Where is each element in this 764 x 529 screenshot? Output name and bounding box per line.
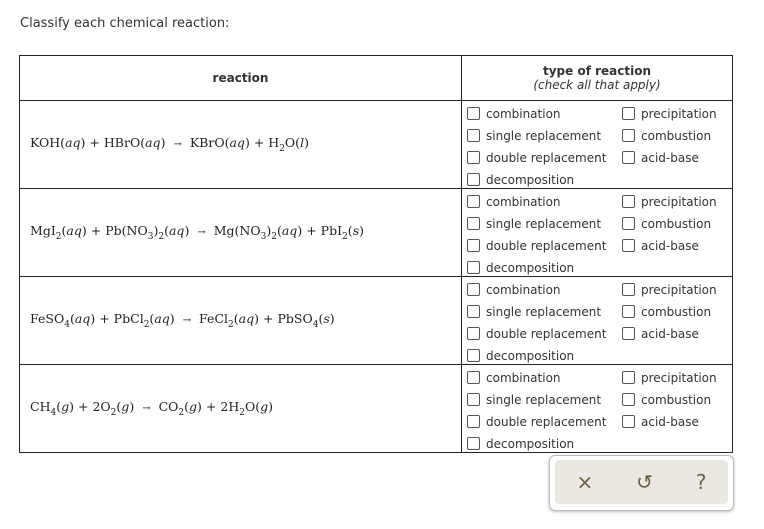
option-label: single replacement <box>486 128 602 143</box>
option-label: combination <box>486 282 561 297</box>
prompt-text: Classify each chemical reaction: <box>20 16 230 31</box>
option-label: double replacement <box>486 150 607 165</box>
option-label: double replacement <box>486 238 607 253</box>
option-acid-base[interactable] <box>622 326 732 342</box>
checkbox[interactable] <box>467 107 480 120</box>
checkbox[interactable] <box>467 261 480 274</box>
option-label: combustion <box>641 216 712 231</box>
option-label: combustion <box>641 304 712 319</box>
option-label: combination <box>486 370 561 385</box>
option-combination[interactable] <box>467 282 622 298</box>
reaction-row <box>20 277 733 365</box>
reaction-type-cell <box>462 365 733 453</box>
option-label: double replacement <box>486 414 607 429</box>
reaction-row <box>20 365 733 453</box>
reaction-equation: $CH_4(g) + 2O_2(g) \to CO_2(g) + 2H_2O(g)$ <box>20 365 462 453</box>
checkbox[interactable] <box>467 349 480 362</box>
option-decomposition[interactable] <box>467 172 622 188</box>
checkbox[interactable] <box>467 195 480 208</box>
reaction-row <box>20 189 733 277</box>
checkbox[interactable] <box>467 437 480 450</box>
option-label: combustion <box>641 392 712 407</box>
option-precipitation[interactable] <box>622 370 732 386</box>
clear-button[interactable]: × <box>576 470 594 494</box>
option-label: precipitation <box>641 106 717 121</box>
option-combustion[interactable] <box>622 392 732 408</box>
reaction-equation: FeSO$_4$(aq) + PbCl$_2$(aq) → FeCl$_2$(aq) + PbSO$_4$(s) <box>20 277 462 365</box>
option-single-replacement[interactable] <box>467 304 622 320</box>
option-double-replacement[interactable] <box>467 414 622 430</box>
option-combination[interactable] <box>467 370 622 386</box>
reaction-equation: KOH(aq) + HBrO(aq) → KBrO(aq) + $H_2O(l)$ <box>20 101 462 189</box>
option-label: acid-base <box>641 238 699 253</box>
reaction-table <box>19 55 733 453</box>
option-label: single replacement <box>486 304 602 319</box>
option-precipitation[interactable] <box>622 282 732 298</box>
type-header-hint: (check all that apply) <box>533 78 661 92</box>
option-acid-base[interactable] <box>622 150 732 166</box>
checkbox[interactable] <box>467 239 480 252</box>
checkbox[interactable] <box>467 415 480 428</box>
option-combination[interactable] <box>467 106 622 122</box>
option-label: decomposition <box>486 436 575 451</box>
option-label: double replacement <box>486 326 607 341</box>
checkbox[interactable] <box>467 305 480 318</box>
reaction-row <box>20 101 733 189</box>
option-decomposition[interactable] <box>467 260 622 276</box>
checkbox[interactable] <box>622 327 635 340</box>
checkbox[interactable] <box>467 173 480 186</box>
option-label: decomposition <box>486 260 575 275</box>
reaction-type-cell <box>462 101 733 189</box>
reaction-equation: $MgI_2(aq) + Pb(NO_3)_2(aq) \to Mg(NO_3)_2(aq) + PbI_2(s)$ <box>20 189 462 277</box>
checkbox[interactable] <box>622 107 635 120</box>
option-label: combustion <box>641 128 712 143</box>
checkbox[interactable] <box>467 151 480 164</box>
checkbox[interactable] <box>622 239 635 252</box>
reaction-type-cell <box>462 277 733 365</box>
checkbox[interactable] <box>467 393 480 406</box>
option-label: combination <box>486 106 561 121</box>
option-label: precipitation <box>641 194 717 209</box>
checkbox[interactable] <box>467 129 480 142</box>
type-header-title: type of reaction <box>542 64 651 78</box>
option-precipitation[interactable] <box>622 194 732 210</box>
option-label: decomposition <box>486 348 575 363</box>
reaction-type-cell <box>462 189 733 277</box>
option-decomposition[interactable] <box>467 436 622 452</box>
option-label: single replacement <box>486 392 602 407</box>
checkbox[interactable] <box>622 217 635 230</box>
option-acid-base[interactable] <box>622 414 732 430</box>
checkbox[interactable] <box>622 195 635 208</box>
checkbox[interactable] <box>622 415 635 428</box>
option-single-replacement[interactable] <box>467 216 622 232</box>
checkbox[interactable] <box>467 371 480 384</box>
option-single-replacement[interactable] <box>467 128 622 144</box>
option-precipitation[interactable] <box>622 106 732 122</box>
action-bar <box>549 455 734 511</box>
checkbox[interactable] <box>622 393 635 406</box>
reaction-header: reaction <box>20 56 462 101</box>
checkbox[interactable] <box>622 151 635 164</box>
option-label: decomposition <box>486 172 575 187</box>
option-label: combination <box>486 194 561 209</box>
option-label: acid-base <box>641 326 699 341</box>
checkbox[interactable] <box>622 283 635 296</box>
option-combustion[interactable] <box>622 304 732 320</box>
option-single-replacement[interactable] <box>467 392 622 408</box>
checkbox[interactable] <box>622 371 635 384</box>
option-label: acid-base <box>641 150 699 165</box>
help-button[interactable]: ? <box>695 470 707 494</box>
option-combustion[interactable] <box>622 128 732 144</box>
option-double-replacement[interactable] <box>467 238 622 254</box>
option-double-replacement[interactable] <box>467 326 622 342</box>
checkbox[interactable] <box>467 327 480 340</box>
option-label: precipitation <box>641 282 717 297</box>
option-combination[interactable] <box>467 194 622 210</box>
option-double-replacement[interactable] <box>467 150 622 166</box>
type-header <box>462 56 733 101</box>
option-label: single replacement <box>486 216 602 231</box>
checkbox[interactable] <box>467 283 480 296</box>
checkbox[interactable] <box>467 217 480 230</box>
checkbox[interactable] <box>622 129 635 142</box>
option-label: precipitation <box>641 370 717 385</box>
option-combustion[interactable] <box>622 216 732 232</box>
checkbox[interactable] <box>622 305 635 318</box>
option-decomposition[interactable] <box>467 348 622 364</box>
option-acid-base[interactable] <box>622 238 732 254</box>
option-label: acid-base <box>641 414 699 429</box>
undo-button[interactable]: ↺ <box>636 470 653 494</box>
